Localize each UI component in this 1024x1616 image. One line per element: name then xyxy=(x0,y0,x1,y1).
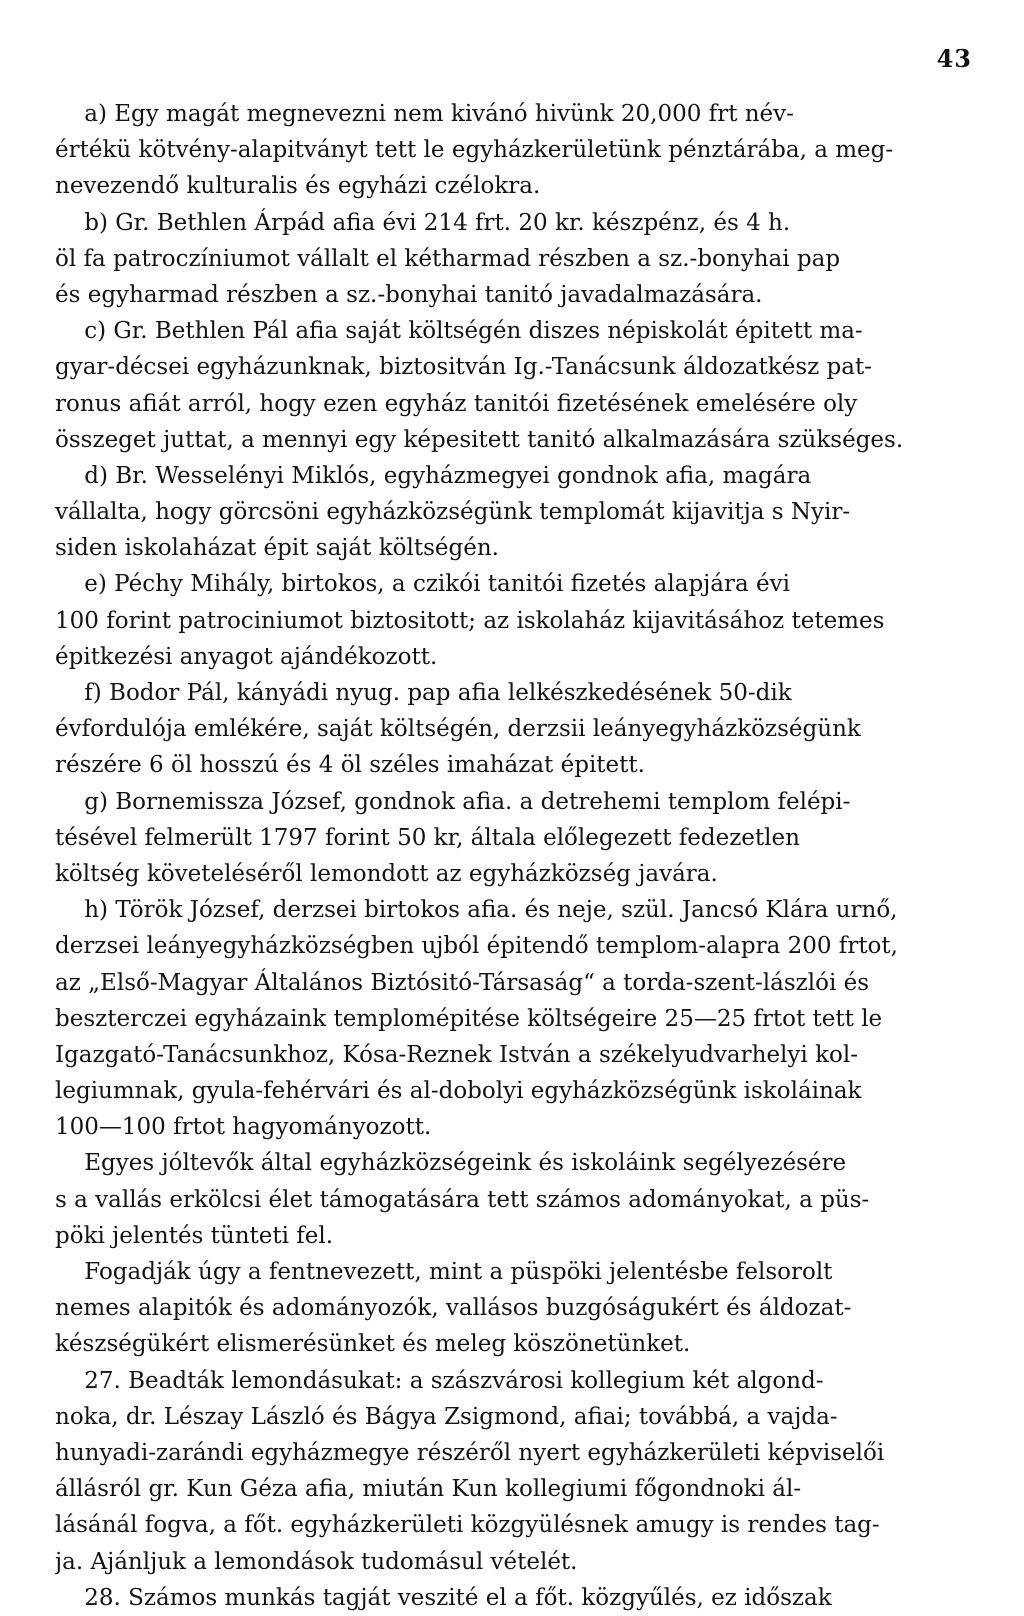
text-line: beszterczei egyházaink templomépitése költségeire 25—25 frtot tett le xyxy=(55,1005,883,1032)
page-number: 43 xyxy=(936,44,972,73)
text-line: nemes alapitók és adományozók, vallásos buzgóságukért és áldozat- xyxy=(55,1295,852,1322)
text-line: pöki jelentés tünteti fel. xyxy=(55,1222,334,1249)
text-line: c) Gr. Bethlen Pál afia saját költségén diszes népiskolát épitett ma- xyxy=(55,318,863,345)
text-line: d) Br. Wesselényi Miklós, egyházmegyei gondnok afia, magára xyxy=(55,462,812,489)
text-line: b) Gr. Bethlen Árpád afia évi 214 frt. 20 kr. készpénz, és 4 h. xyxy=(55,209,791,236)
text-line: 28. Számos munkás tagját veszité el a főt. közgyűlés, ez időszak xyxy=(55,1584,832,1611)
text-line: noka, dr. Lészay László és Bágya Zsigmond, afiai; továbbá, a vajda- xyxy=(55,1403,838,1430)
text-line: legiumnak, gyula-fehérvári és al-dobolyi egyházközségünk iskoláinak xyxy=(55,1078,862,1105)
text-line: s a vallás erkölcsi élet támogatására tett számos adományokat, a püs- xyxy=(55,1186,870,1213)
text-line: állásról gr. Kun Géza afia, miután Kun kollegiumi főgondnoki ál- xyxy=(55,1476,802,1503)
text-line: h) Török József, derzsei birtokos afia. és neje, szül. Jancsó Klára urnő, xyxy=(55,897,898,924)
text-line: gyar-décsei egyházunknak, biztositván Ig.-Tanácsunk áldozatkész pat- xyxy=(55,354,872,381)
text-line: évfordulója emlékére, saját költségén, derzsii leányegyházközségünk xyxy=(55,716,861,743)
text-line: 100 forint patrociniumot biztositott; az iskolaház kijavitásához tetemes xyxy=(55,607,885,634)
text-line: ja. Ajánljuk a lemondások tudomásul vételét. xyxy=(55,1548,578,1575)
text-line: értékü kötvény-alapitványt tett le egyházkerületünk pénztárába, a meg- xyxy=(55,137,894,164)
text-line: nevezendő kulturalis és egyházi czélokra. xyxy=(55,173,541,200)
text-line: épitkezési anyagot ajándékozott. xyxy=(55,643,438,670)
text-line: derzsei leányegyházközségben ujból épitendő templom-alapra 200 frtot, xyxy=(55,933,898,960)
text-line: lásánál fogva, a főt. egyházkerületi közgyülésnek amugy is rendes tag- xyxy=(55,1512,880,1539)
text-line: öl fa patroczíniumot vállalt el kétharmad részben a sz.-bonyhai pap xyxy=(55,245,841,272)
page-text xyxy=(55,96,967,1616)
text-line: tésével felmerült 1797 forint 50 kr, általa előlegezett fedezetlen xyxy=(55,824,800,851)
text-line: 100—100 frtot hagyományozott. xyxy=(55,1114,432,1141)
text-line: Igazgató-Tanácsunkhoz, Kósa-Reznek István a székelyudvarhelyi kol- xyxy=(55,1041,858,1068)
text-line: e) Péchy Mihály, birtokos, a czikói tanitói fizetés alapjára évi xyxy=(55,571,790,598)
text-line: részére 6 öl hosszú és 4 öl széles imaházat épitett. xyxy=(55,752,645,779)
text-line: összeget juttat, a mennyi egy képesitett tanitó alkalmazására szükséges. xyxy=(55,426,904,453)
text-line: a) Egy magát megnevezni nem kivánó hivünk 20,000 frt név- xyxy=(55,101,794,127)
text-line: az „Első-Magyar Általános Biztósitó-Társaság“ a torda-szent-lászlói és xyxy=(55,969,870,996)
text-line: 27. Beadták lemondásukat: a szászvárosi kollegium két algond- xyxy=(55,1367,824,1394)
text-line: Egyes jóltevők által egyházközségeink és iskoláink segélyezésére xyxy=(55,1150,847,1177)
text-line: siden iskolaházat épit saját költségén. xyxy=(55,535,499,562)
text-line: g) Bornemissza József, gondnok afia. a detrehemi templom felépi- xyxy=(55,788,851,815)
text-line: készségükért elismerésünket és meleg köszönetünket. xyxy=(55,1331,691,1358)
text-line: és egyharmad részben a sz.-bonyhai tanitó javadalmazására. xyxy=(55,281,763,308)
text-line: hunyadi-zarándi egyházmegye részéről nyert egyházkerületi képviselői xyxy=(55,1439,885,1466)
text-line: ronus afiát arról, hogy ezen egyház tanitói fizetésének emelésére oly xyxy=(55,390,858,417)
text-line: költség követeléséről lemondott az egyházközség javára. xyxy=(55,860,718,887)
text-line: Fogadják úgy a fentnevezett, mint a püspöki jelentésbe felsorolt xyxy=(55,1259,833,1285)
text-line: f) Bodor Pál, kányádi nyug. pap afia lelkészkedésének 50-dik xyxy=(55,680,792,706)
text-line: vállalta, hogy görcsöni egyházközségünk templomát kijavitja s Nyir- xyxy=(55,499,851,526)
